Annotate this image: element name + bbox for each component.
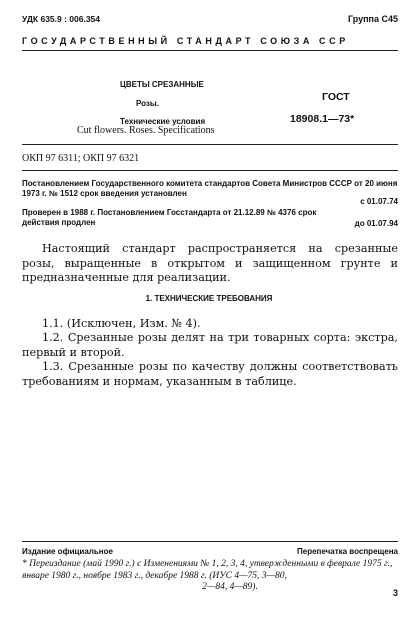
reprint-notice: Перепечатка воспрещена bbox=[297, 547, 398, 556]
intro-paragraph bbox=[22, 242, 398, 286]
document-title: ЦВЕТЫ СРЕЗАННЫЕ bbox=[120, 80, 204, 89]
banner-rule bbox=[22, 50, 398, 51]
edition-label: Издание официальное bbox=[22, 547, 113, 556]
udk-code: УДК 635.9 : 006.354 bbox=[22, 14, 101, 24]
decree-date: с 01.07.74 bbox=[360, 197, 398, 206]
document-subtitle: Розы. bbox=[136, 99, 159, 108]
intro-text: Настоящий стандарт распространяется на срезанные розы, выращенные в открытом и защищенном грунте и предназначенные для реализации. bbox=[22, 242, 398, 284]
decree-text: Постановлением Государственного комитета стандартов Совета Министров СССР от 20 июня 1973 г. № 1512 срок введения установлен bbox=[22, 179, 398, 198]
paragraph-1-3-text: 1.3. Срезанные розы по качеству должны соответствовать требованиям и нормам, указанным в таблице. bbox=[22, 360, 398, 388]
section-heading: 1. ТЕХНИЧЕСКИЕ ТРЕБОВАНИЯ bbox=[145, 294, 273, 303]
paragraph-1-2 bbox=[22, 331, 398, 360]
okp-rule bbox=[22, 170, 398, 171]
paragraph-1-3 bbox=[22, 360, 398, 389]
footnote bbox=[22, 559, 398, 594]
paragraph-1-2-text: 1.2. Срезанные розы делят на три товарных сорта: экстра, первый и второй. bbox=[22, 331, 398, 359]
group-code: Группа С45 bbox=[347, 14, 398, 24]
footnote-text: * Переиздание (май 1990 г.) с Изменениями № 1, 2, 3, 4, утвержденными в феврале 1975 г., январе 1980 г., ноябре 1983 г., декабре 1988 г. (ИУС 4—75, 3—80, bbox=[22, 559, 393, 581]
title-rule bbox=[22, 144, 398, 145]
english-title: Cut flowers. Roses. Specifications bbox=[77, 125, 215, 136]
okp-codes: ОКП 97 6311; ОКП 97 6321 bbox=[22, 153, 140, 164]
standard-banner: ГОСУДАРСТВЕННЫЙ СТАНДАРТ СОЮЗА ССР bbox=[22, 36, 349, 46]
paragraph-1-1-text: 1.1. (Исключен, Изм. № 4). bbox=[42, 317, 201, 330]
document-spec: Технические условия bbox=[120, 117, 206, 126]
gost-number: 18908.1—73* bbox=[290, 113, 355, 125]
page-number: 3 bbox=[392, 588, 398, 598]
gost-label: ГОСТ bbox=[322, 91, 350, 103]
extension-text: Проверен в 1988 г. Постановлением Госстандарта от 21.12.89 № 4376 срок действия продлен bbox=[22, 208, 317, 227]
paragraph-1-1 bbox=[22, 317, 398, 332]
extension-date: до 01.07.94 bbox=[354, 219, 398, 228]
footer-rule bbox=[22, 541, 398, 542]
footnote-last-line: 2—84, 4—89). bbox=[202, 582, 258, 592]
